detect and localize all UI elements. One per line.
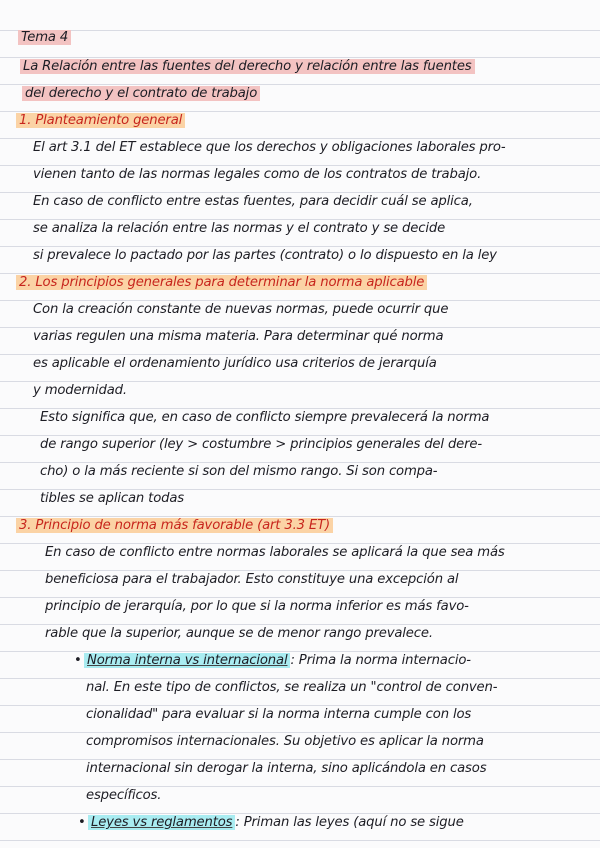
paragraph-line: específicos. <box>86 788 162 803</box>
bullet-item: • Norma interna vs internacional : Prima la norma internacio- <box>74 651 471 671</box>
bullet-label: Norma interna vs internacional <box>84 653 290 668</box>
paragraph-line: internacional sin derogar la interna, sino aplicándola en casos <box>86 761 487 776</box>
paragraph-line: Esto significa que, en caso de conflicto siempre prevalecerá la norma <box>40 410 490 425</box>
paragraph-line: principio de jerarquía, por lo que si la norma inferior es más favo- <box>45 599 469 614</box>
paragraph-line: En caso de conflicto entre normas laborales se aplicará la que sea más <box>45 545 505 560</box>
section-heading: 2. Los principios generales para determinar la norma aplicable <box>16 273 427 293</box>
paragraph-line: rable que la superior, aunque se de menor rango prevalece. <box>45 626 433 641</box>
paragraph-line: cionalidad" para evaluar si la norma interna cumple con los <box>86 707 472 722</box>
note-title: Tema 4 <box>18 28 71 48</box>
paragraph-line: El art 3.1 del ET establece que los derechos y obligaciones laborales pro- <box>33 140 506 155</box>
bullet-label: Leyes vs reglamentos <box>88 815 235 830</box>
paragraph-line: se analiza la relación entre las normas y el contrato y se decide <box>33 221 446 236</box>
paragraph-line: cho) o la más reciente si son del mismo rango. Si son compa- <box>40 464 438 479</box>
paragraph-line: vienen tanto de las normas legales como de los contratos de trabajo. <box>33 167 482 182</box>
main-heading-line: del derecho y el contrato de trabajo <box>22 84 260 104</box>
bullet-dot-icon: • <box>74 653 82 668</box>
section-heading: 3. Principio de norma más favorable (art 3.3 ET) <box>16 516 333 536</box>
paragraph-line: es aplicable el ordenamiento jurídico usa criterios de jerarquía <box>33 356 437 371</box>
main-heading-line: La Relación entre las fuentes del derecho y relación entre las fuentes <box>20 57 475 77</box>
paragraph-line: beneficiosa para el trabajador. Esto constituye una excepción al <box>45 572 459 587</box>
paragraph-line: de rango superior (ley > costumbre > principios generales del dere- <box>40 437 482 452</box>
bullet-dot-icon: • <box>78 815 86 830</box>
section-heading: 1. Planteamiento general <box>16 111 185 131</box>
paragraph-line: y modernidad. <box>33 383 127 398</box>
paragraph-line: varias regulen una misma materia. Para determinar qué norma <box>33 329 444 344</box>
paragraph-line: Con la creación constante de nuevas normas, puede ocurrir que <box>33 302 449 317</box>
bullet-item: • Leyes vs reglamentos : Priman las leyes (aquí no se sigue <box>78 813 464 833</box>
paragraph-line: En caso de conflicto entre estas fuentes, para decidir cuál se aplica, <box>33 194 473 209</box>
paragraph-line: compromisos internacionales. Su objetivo es aplicar la norma <box>86 734 484 749</box>
paragraph-line: nal. En este tipo de conflictos, se realiza un "control de conven- <box>86 680 498 695</box>
paragraph-line: tibles se aplican todas <box>40 491 184 506</box>
paragraph-line: si prevalece lo pactado por las partes (contrato) o lo dispuesto en la ley <box>33 248 497 263</box>
